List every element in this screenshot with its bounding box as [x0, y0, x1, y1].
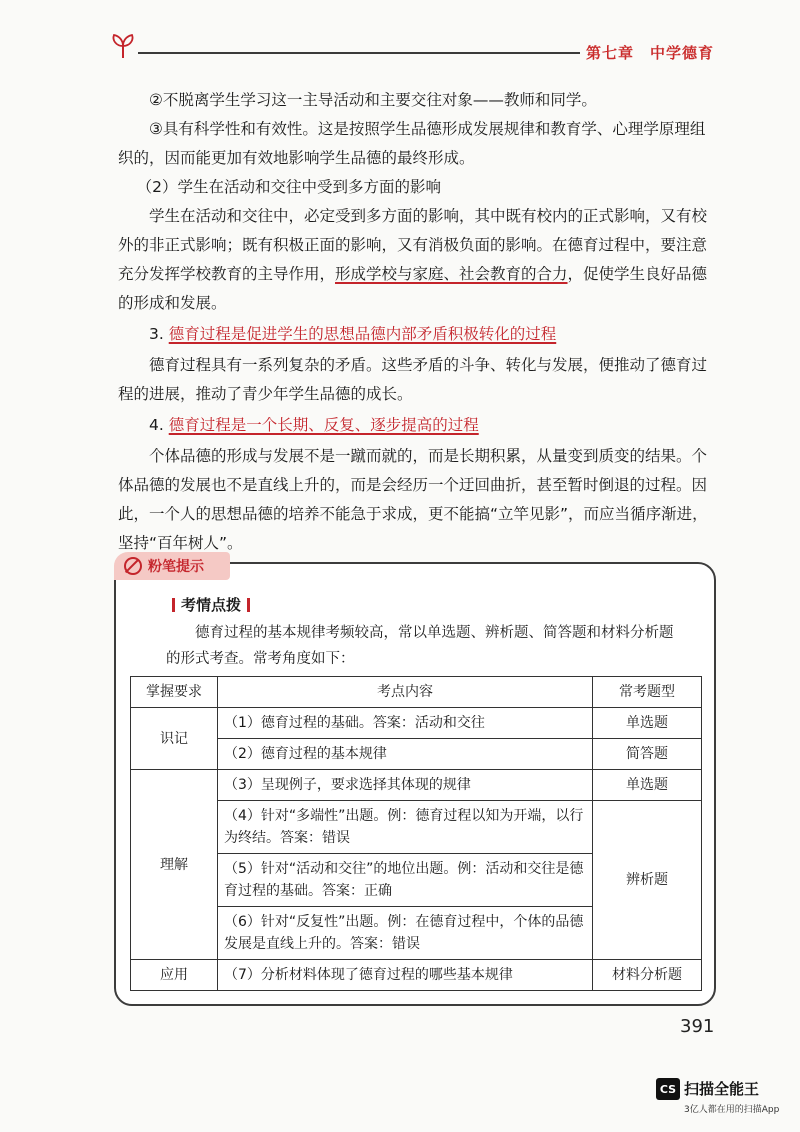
cs-logo-icon: CS	[656, 1078, 680, 1100]
table-cell-content: （5）针对“活动和交往”的地位出题。例：活动和交往是德育过程的基础。答案：正确	[218, 854, 593, 907]
heading-number: 4.	[149, 416, 169, 434]
table-cell-content: （3）呈现例子，要求选择其体现的规律	[218, 770, 593, 801]
table-cell-type: 材料分析题	[593, 960, 702, 991]
heading-text: 德育过程是一个长期、反复、逐步提高的过程	[168, 416, 479, 434]
chalk-icon	[124, 557, 142, 575]
paragraph: ③具有科学性和有效性。这是按照学生品德形成发展规律和教育学、心理学原理组织的，因而能更加有效地影响学生品德的最终形成。	[118, 120, 706, 167]
text: ，促使学生良好品德的形成和发展。	[118, 265, 708, 312]
title-bar-right	[247, 598, 250, 612]
tip-box	[114, 559, 716, 1006]
table-header: 考点内容	[218, 677, 593, 708]
watermark-tagline: 3亿人都在用的扫描App	[684, 1105, 780, 1115]
subheading: （2）学生在活动和交往中受到多方面的影响	[136, 178, 441, 196]
section-title-text: 考情点拨	[181, 596, 242, 614]
table-cell-type: 辨析题	[593, 801, 702, 960]
table-cell-content: （1）德育过程的基础。答案：活动和交往	[218, 708, 593, 739]
tip-badge	[114, 552, 230, 580]
table-header: 掌握要求	[131, 677, 218, 708]
table-cell-level: 应用	[131, 960, 218, 991]
table-header-row	[131, 677, 702, 708]
watermark-name: 扫描全能王	[684, 1080, 760, 1098]
table-cell-type: 单选题	[593, 708, 702, 739]
table-cell-content: （7）分析材料体现了德育过程的哪些基本规律	[218, 960, 593, 991]
tip-intro: 德育过程的基本规律考频较高，常以单选题、辨析题、简答题和材料分析题的形式考查。常考角度如下：	[166, 625, 674, 667]
section-title	[166, 594, 256, 615]
paragraph: 德育过程具有一系列复杂的矛盾。这些矛盾的斗争、转化与发展，便推动了德育过程的进展，推动了青少年学生品德的成长。	[118, 356, 708, 403]
sprout-icon	[108, 30, 138, 60]
table-row	[131, 960, 702, 991]
table-cell-level: 识记	[131, 708, 218, 770]
table-cell-content: （2）德育过程的基本规律	[218, 739, 593, 770]
table-cell-content: （6）针对“反复性”出题。例：在德育过程中，个体的品德发展是直线上升的。答案：错误	[218, 907, 593, 960]
chapter-title: 第七章 中学德育	[580, 42, 714, 63]
paragraph: 个体品德的形成与发展不是一蹴而就的，而是长期积累，从量变到质变的结果。个体品德的发展也不是直线上升的，而是会经历一个迂回曲折，甚至暂时倒退的过程。因此，一个人的思想品德的培养不能急于求成，更不能搞“立竿见影”，而应当循序渐进，坚持“百年树人”。	[118, 447, 708, 552]
scanner-watermark	[656, 1072, 796, 1122]
underlined-text: 形成学校与家庭、社会教育的合力	[335, 265, 568, 283]
title-bar-left	[172, 598, 175, 612]
table-cell-level: 理解	[131, 770, 218, 960]
heading-text: 德育过程是促进学生的思想品德内部矛盾积极转化的过程	[168, 325, 557, 343]
table-cell-content: （4）针对“多端性”出题。例：德育过程以知为开端，以行为终结。答案：错误	[218, 801, 593, 854]
page-header	[108, 30, 714, 64]
exam-table	[130, 676, 702, 991]
heading-3	[118, 320, 718, 349]
table-header: 常考题型	[593, 677, 702, 708]
text: 学生在活动和交往中，必定受到多方面的影响，其中既有校内的正式影响，又有校外的非正式影响；既有积极正面的影响，又有消极负面的影响。在德育过程中，要注意充分发挥学校教育的主导作用，	[118, 207, 708, 283]
table-row	[131, 770, 702, 801]
heading-4	[118, 411, 718, 440]
page-number: 391	[680, 1016, 715, 1037]
heading-number: 3.	[149, 325, 169, 343]
table-cell-type: 单选题	[593, 770, 702, 801]
paragraph	[118, 202, 718, 318]
table-row	[131, 708, 702, 739]
badge-label: 粉笔提示	[148, 559, 204, 575]
paragraph: ②不脱离学生学习这一主导活动和主要交往对象——教师和同学。	[149, 91, 597, 109]
table-cell-type: 简答题	[593, 739, 702, 770]
body-text	[118, 86, 718, 558]
